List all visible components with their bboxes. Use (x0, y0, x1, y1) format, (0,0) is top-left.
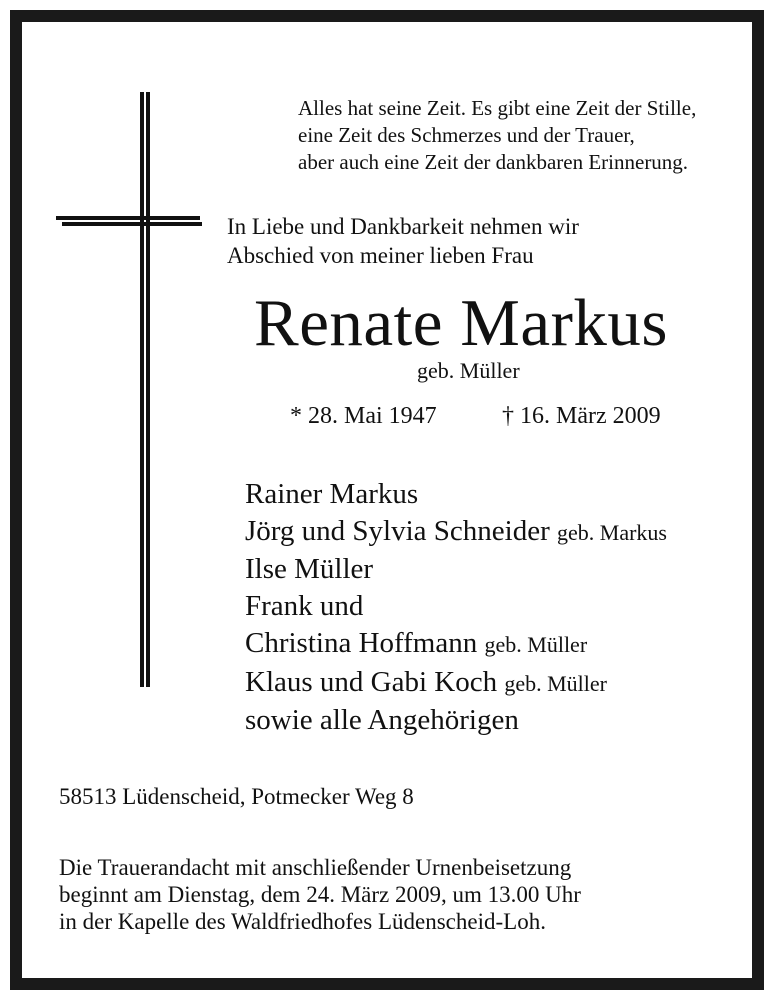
obituary-frame (10, 10, 764, 990)
mourner-item (245, 476, 667, 513)
maiden-name: geb. Müller (417, 358, 520, 383)
deceased-name: Renate Markus (254, 286, 668, 360)
mourner-name: Jörg und Sylvia Schneider (245, 514, 550, 547)
mourner-item (245, 513, 667, 552)
poem (298, 95, 696, 176)
intro-line: Abschied von meiner lieben Frau (227, 243, 534, 268)
mourner-item (245, 551, 667, 588)
birth-date: * 28. Mai 1947 (290, 403, 437, 429)
mourner-name: Rainer Markus (245, 478, 419, 510)
service-line: Die Trauerandacht mit anschließender Urnenbeisetzung (59, 855, 572, 880)
service-line: beginnt am Dienstag, dem 24. März 2009, um 13.00 Uhr (59, 882, 581, 907)
poem-line: eine Zeit des Schmerzes und der Trauer, (298, 123, 635, 147)
cross-icon (56, 92, 216, 692)
intro-text (227, 212, 579, 270)
mourner-item (245, 664, 667, 703)
mourner-item (245, 588, 667, 625)
poem-line: aber auch eine Zeit der dankbaren Erinnerung. (298, 150, 689, 174)
service-notice (59, 854, 581, 935)
intro-line: In Liebe und Dankbarkeit nehmen wir (227, 214, 579, 239)
death-date: † 16. März 2009 (502, 403, 661, 429)
mourner-name: Ilse Müller (245, 553, 374, 586)
mourner-name: Christina Hoffmann (245, 626, 478, 659)
mourner-note: geb. Markus (557, 519, 667, 545)
mourner-name: Klaus und Gabi Koch (245, 665, 498, 698)
mourner-item (245, 625, 667, 664)
mourner-note: geb. Müller (484, 631, 588, 657)
service-line: in der Kapelle des Waldfriedhofes Lüdenscheid-Loh. (59, 909, 546, 934)
mourner-note: geb. Müller (504, 670, 607, 696)
mourner-item (245, 702, 667, 739)
address: 58513 Lüdenscheid, Potmecker Weg 8 (59, 784, 414, 809)
mourners-list (245, 476, 667, 739)
mourner-name: Frank und (245, 590, 364, 623)
poem-line: Alles hat seine Zeit. Es gibt eine Zeit der Stille, (298, 96, 697, 120)
mourner-name: sowie alle Angehörigen (245, 704, 519, 737)
